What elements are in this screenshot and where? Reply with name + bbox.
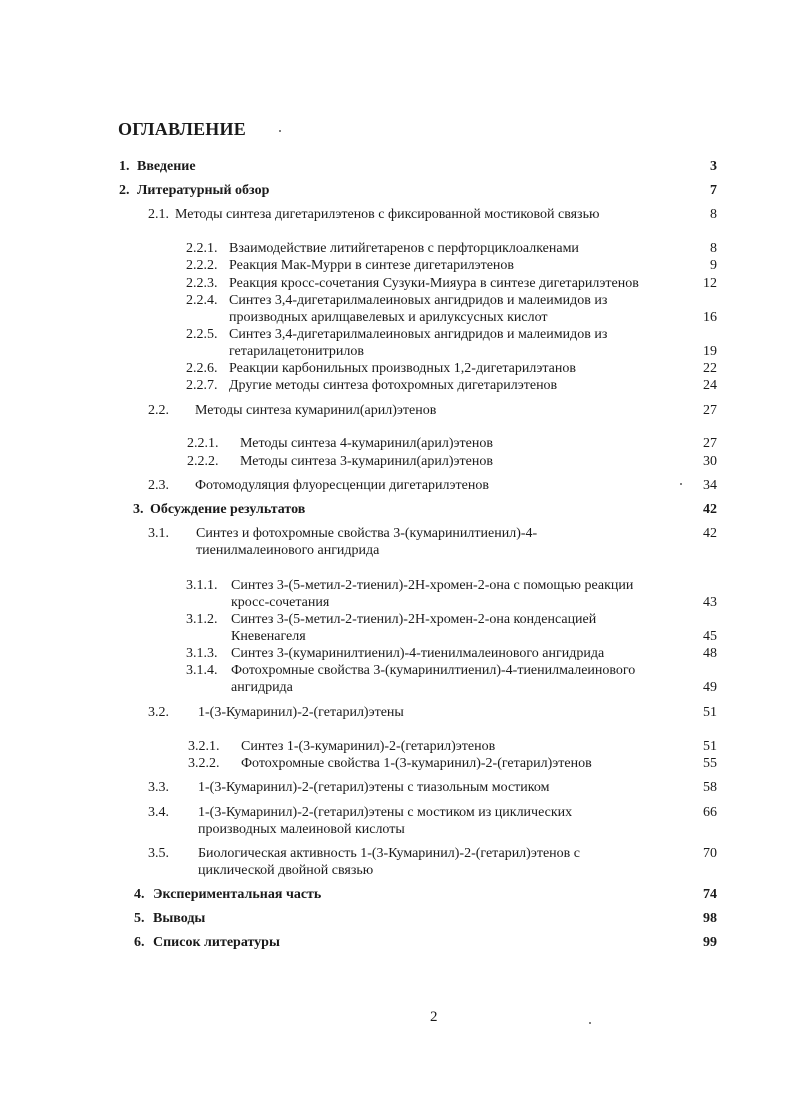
entry-number: 2.2.2. [187,454,219,469]
entry-title-line: Синтез 3-(5-метил-2-тиенил)-2H-хромен-2-она с помощью реакции [231,578,634,593]
entry-page-number: 43 [703,595,717,610]
entry-number: 2.2.1. [187,436,219,451]
entry-title-line: кросс-сочетания [231,595,330,610]
entry-title-line: Список литературы [153,935,280,950]
entry-title [195,402,436,419]
entry-number: 3.1.3. [186,646,218,661]
entry-title-line: 1-(3-Кумаринил)-2-(гетарил)этены с тиазольным мостиком [198,780,550,795]
entry-title [241,755,592,772]
entry-page-number: 3 [710,159,717,174]
entry-title-line: Биологическая активность 1-(3-Кумаринил)-2-(гетарил)этенов с [198,846,580,861]
entry-number: 2.3. [148,478,169,493]
entry-number: 4. [134,887,145,902]
entry-title-line: Синтез и фотохромные свойства 3-(кумаринилтиенил)-4- [196,526,538,541]
entry-title [231,611,596,645]
entry-page-number: 8 [710,241,717,256]
entry-page-number: 27 [703,403,717,418]
entry-title-line: Синтез 3-(кумаринилтиенил)-4-тиенилмалеинового ангидрида [231,646,605,661]
entry-title [229,326,607,360]
entry-title [229,257,514,274]
entry-title [229,360,576,377]
entry-number: 2.2. [148,403,169,418]
entry-page-number: 48 [703,646,717,661]
entry-title [198,845,580,879]
entry-page-number: 55 [703,756,717,771]
entry-number: 3.2. [148,705,169,720]
entry-page-number: 9 [710,258,717,273]
entry-page-number: 45 [703,629,717,644]
entry-title [231,662,635,696]
entry-title-line: Введение [137,159,196,174]
entry-title-line: Реакции карбонильных производных 1,2-дигетарилэтанов [229,361,576,376]
entry-title-line: Кневенагеля [231,629,306,644]
entry-title-line: Синтез 3,4-дигетарилмалеиновых ангидридов и малеимидов из [229,327,608,342]
entry-title-line: 1-(3-Кумаринил)-2-(гетарил)этены с мостиком из циклических [198,805,573,820]
entry-page-number: 19 [703,344,717,359]
entry-title [231,577,633,611]
entry-title [153,910,205,927]
entry-number: 3.3. [148,780,169,795]
entry-number: 3.2.2. [188,756,220,771]
entry-number: 1. [119,159,130,174]
entry-title-line: Взаимодействие литийгетаренов с перфторциклоалкенами [229,241,579,256]
entry-title-line: Методы синтеза кумаринил(арил)этенов [195,403,437,418]
entry-title-line: циклической двойной связью [198,863,374,878]
entry-title-line: гетарилацетонитрилов [229,344,364,359]
entry-number: 2.2.1. [186,241,218,256]
entry-title [198,779,549,796]
scan-speck [680,483,682,485]
entry-page-number: 70 [703,846,717,861]
entry-title-line: Другие методы синтеза фотохромных дигетарилэтенов [229,378,558,393]
entry-title [240,435,493,452]
entry-page-number: 30 [703,454,717,469]
entry-title-line: Обсуждение результатов [150,502,306,517]
entry-page-number: 27 [703,436,717,451]
entry-title [229,292,607,326]
entry-number: 3.5. [148,846,169,861]
entry-title-line: Выводы [153,911,206,926]
entry-title [175,206,599,223]
entry-page-number: 34 [703,478,717,493]
entry-number: 3.1. [148,526,169,541]
entry-title-line: 1-(3-Кумаринил)-2-(гетарил)этены [198,705,404,720]
entry-title-line: производных малеиновой кислоты [198,822,405,837]
entry-title [198,704,404,721]
entry-page-number: 24 [703,378,717,393]
entry-page-number: 49 [703,680,717,695]
entry-title-line: ангидрида [231,680,293,695]
entry-title-line: Методы синтеза 4-кумаринил(арил)этенов [240,436,493,451]
entry-page-number: 12 [703,276,717,291]
entry-title [198,804,572,838]
entry-page-number: 51 [703,705,717,720]
entry-page-number: 16 [703,310,717,325]
entry-number: 2.2.7. [186,378,218,393]
entry-number: 5. [134,911,145,926]
entry-title-line: Литературный обзор [137,183,270,198]
entry-number: 3. [133,502,144,517]
entry-title-line: Фотохромные свойства 1-(3-кумаринил)-2-(гетарил)этенов [241,756,592,771]
entry-title-line: Синтез 3,4-дигетарилмалеиновых ангидридов и малеимидов из [229,293,608,308]
entry-number: 2.1. [148,207,169,222]
entry-number: 3.4. [148,805,169,820]
entry-title [229,240,579,257]
entry-title [150,501,305,518]
page-number: 2 [430,1009,438,1025]
entry-number: 2. [119,183,130,198]
entry-title [241,738,495,755]
entry-page-number: 98 [703,911,717,926]
entry-title-line: Синтез 3-(5-метил-2-тиенил)-2H-хромен-2-она конденсацией [231,612,597,627]
entry-page-number: 42 [703,502,717,517]
entry-number: 2.2.5. [186,327,218,342]
entry-title-line: Методы синтеза 3-кумаринил(арил)этенов [240,454,493,469]
entry-title [240,453,493,470]
entry-number: 3.2.1. [188,739,220,754]
entry-title-line: Синтез 1-(3-кумаринил)-2-(гетарил)этенов [241,739,496,754]
entry-number: 3.1.4. [186,663,218,678]
entry-title [153,886,321,903]
entry-page-number: 22 [703,361,717,376]
entry-title [153,934,280,951]
entry-title-line: тиенилмалеинового ангидрида [196,543,380,558]
entry-title-line: Методы синтеза дигетарилэтенов с фиксированной мостиковой связью [175,207,600,222]
entry-title [195,477,489,494]
entry-title [229,377,557,394]
entry-title [137,158,196,175]
entry-number: 2.2.6. [186,361,218,376]
entry-page-number: 7 [710,183,717,198]
entry-title [229,275,639,292]
entry-page-number: 42 [703,526,717,541]
entry-title-line: Фотомодуляция флуоресценции дигетарилэтенов [195,478,489,493]
entry-number: 2.2.4. [186,293,218,308]
toc-title: ОГЛАВЛЕНИЕ [118,119,246,139]
entry-page-number: 99 [703,935,717,950]
entry-title-line: производных арилщавелевых и арилуксусных кислот [229,310,548,325]
entry-title [137,182,269,199]
entry-page-number: 66 [703,805,717,820]
entry-number: 2.2.2. [186,258,218,273]
entry-title-line: Реакция кросс-сочетания Сузуки-Мияура в синтезе дигетарилэтенов [229,276,639,291]
entry-title [196,525,537,559]
scan-speck [589,1022,591,1024]
entry-number: 3.1.1. [186,578,218,593]
entry-page-number: 51 [703,739,717,754]
entry-page-number: 8 [710,207,717,222]
entry-title-line: Экспериментальная часть [153,887,322,902]
entry-number: 3.1.2. [186,612,218,627]
entry-title [231,645,604,662]
entry-number: 6. [134,935,145,950]
entry-page-number: 74 [703,887,717,902]
entry-page-number: 58 [703,780,717,795]
entry-title-line: Фотохромные свойства 3-(кумаринилтиенил)-4-тиенилмалеинового [231,663,636,678]
scan-speck [279,130,281,132]
entry-title-line: Реакция Мак-Мурри в синтезе дигетарилэтенов [229,258,515,273]
entry-number: 2.2.3. [186,276,218,291]
